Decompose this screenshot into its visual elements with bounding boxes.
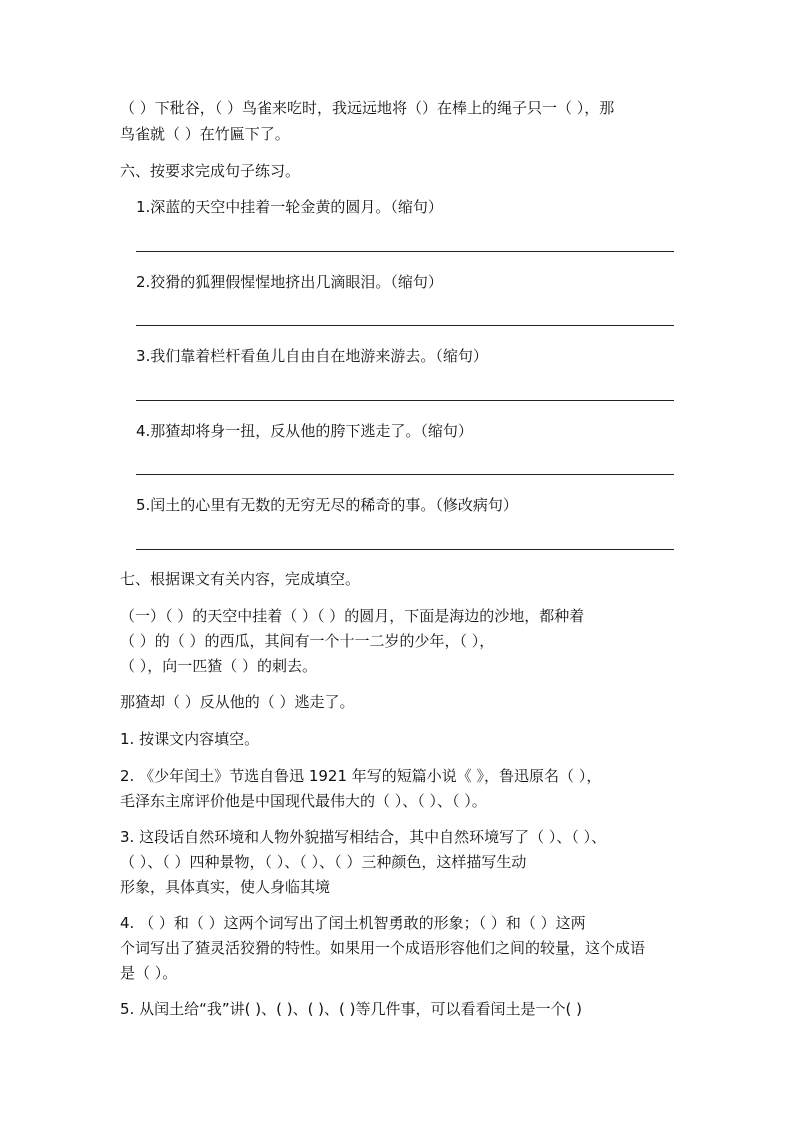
question-4-line-3: 是（ ）。 <box>120 964 178 982</box>
sentence-item-1: 1.深蓝的天空中挂着一轮金黄的圆月。（缩句） <box>136 198 443 216</box>
passage-line-1: （一）（ ）的天空中挂着（ ）（ ）的圆月，下面是海边的沙地，都种着 <box>120 607 585 625</box>
section-7-title: 七、根据课文有关内容，完成填空。 <box>120 570 361 588</box>
sentence-item-2: 2.狡猾的狐狸假惺惺地挤出几滴眼泪。（缩句） <box>136 273 443 291</box>
passage-line-2: （ ）的（ ）的西瓜，其间有一个十一二岁的少年，（ ）， <box>120 632 495 650</box>
question-3-line-2: （ ）、（ ）四种景物，（ ）、（ ）、（ ）三种颜色，这样描写生动 <box>120 853 527 871</box>
sentence-item-3: 3.我们靠着栏杆看鱼儿自由自在地游来游去。（缩句） <box>136 347 488 365</box>
question-5: 5. 从闰土给“我”讲( )、( )、( )、( )等几件事，可以看看闰土是一个( ) <box>120 1000 582 1018</box>
intro-line-2: 鸟雀就（ ）在竹匾下了。 <box>120 125 290 143</box>
sentence-item-5: 5.闰土的心里有无数的无穷无尽的稀奇的事。（修改病句） <box>136 496 518 514</box>
answer-line-2[interactable] <box>136 325 674 326</box>
passage-line-3: （ ），向一匹猹（ ）的刺去。 <box>120 657 318 675</box>
passage-end: 那猹却（ ）反从他的（ ）逃走了。 <box>120 693 355 711</box>
question-2-line-1: 2. 《少年闰土》节选自鲁迅 1921 年写的短篇小说《 》，鲁迅原名（ ）， <box>120 767 602 785</box>
answer-line-5[interactable] <box>136 549 674 550</box>
answer-line-4[interactable] <box>136 474 674 475</box>
question-1: 1. 按课文内容填空。 <box>120 730 260 748</box>
question-4-line-1: 4. （ ）和（ ）这两个词写出了闰土机智勇敢的形象；（ ）和（ ）这两 <box>120 914 586 932</box>
question-3-line-3: 形象，具体真实，使人身临其境 <box>120 878 331 896</box>
question-3-line-1: 3. 这段话自然环境和人物外貌描写相结合，其中自然环境写了（ ）、（ ）、 <box>120 828 607 846</box>
answer-line-3[interactable] <box>136 400 674 401</box>
question-4-line-2: 个词写出了猹灵活狡猾的特性。如果用一个成语形容他们之间的较量，这个成语 <box>120 939 646 957</box>
section-6-title: 六、按要求完成句子练习。 <box>120 162 301 180</box>
question-2-line-2: 毛泽东主席评价他是中国现代最伟大的（ ）、（ ）、（ ）。 <box>120 792 487 810</box>
sentence-item-4: 4.那猹却将身一扭，反从他的胯下逃走了。（缩句） <box>136 422 473 440</box>
intro-line-1: （ ）下秕谷，（ ）鸟雀来吃时，我远远地将（）在棒上的绳子只一（ ），那 <box>120 99 615 117</box>
answer-line-1[interactable] <box>136 251 674 252</box>
